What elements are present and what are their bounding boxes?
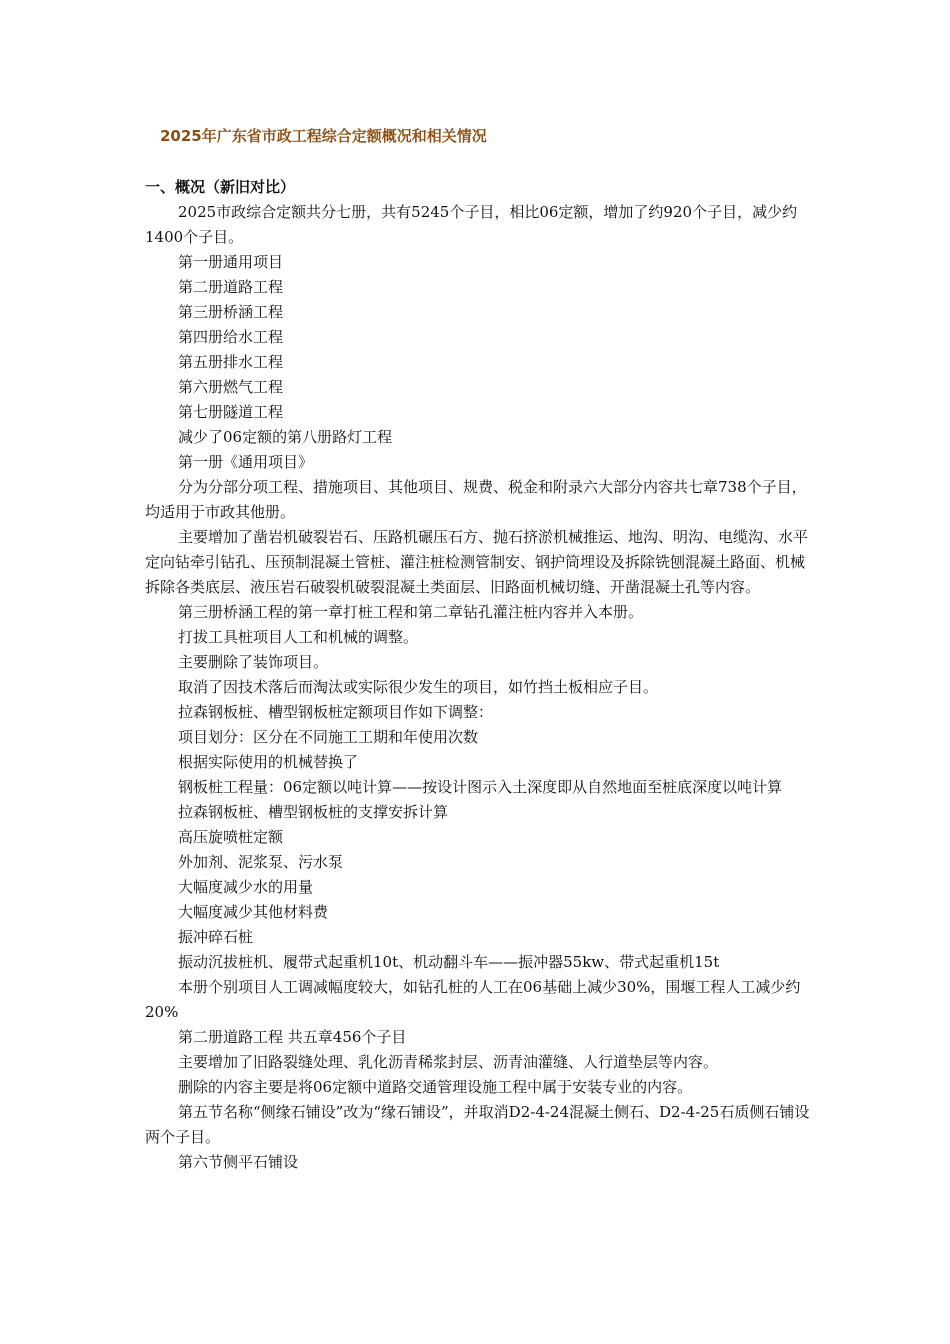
paragraph: 大幅度减少水的用量 [178, 878, 314, 896]
paragraph: 拉森钢板桩、槽型钢板桩定额项目作如下调整： [178, 703, 494, 721]
paragraph: 主要增加了凿岩机破裂岩石、压路机碾压石方、抛石挤淤机械推运、地沟、明沟、电缆沟、水平定向钻牵引钻孔、压预制混凝土管桩、灌注桩检测管制安、钢护筒埋设及拆除铣刨混凝土路面、机械拆除各类底层、液压岩石破裂机破裂混凝土类面层、旧路面机械切缝、开凿混凝土孔等内容。 [145, 528, 809, 596]
paragraph: 钢板桩工程量：06定额以吨计算——按设计图示入土深度即从自然地面至桩底深度以吨计算 [178, 778, 783, 796]
paragraph: 第一册通用项目 [178, 253, 284, 271]
paragraph: 打拔工具桩项目人工和机械的调整。 [178, 628, 419, 646]
paragraph: 振动沉拔桩机、履带式起重机10t、机动翻斗车——振冲器55kw、带式起重机15t [178, 953, 720, 971]
paragraph: 第三册桥涵工程的第一章打桩工程和第二章钻孔灌注桩内容并入本册。 [178, 603, 644, 621]
paragraph: 第六节侧平石铺设 [178, 1153, 299, 1171]
paragraph: 第七册隧道工程 [178, 403, 284, 421]
document-title: 2025年广东省市政工程综合定额概况和相关情况 [160, 127, 487, 145]
paragraph: 主要增加了旧路裂缝处理、乳化沥青稀浆封层、沥青油灌缝、人行道垫层等内容。 [178, 1053, 719, 1071]
paragraph: 第二册道路工程 共五章456个子目 [178, 1028, 407, 1046]
paragraph: 拉森钢板桩、槽型钢板桩的支撑安拆计算 [178, 803, 449, 821]
section-heading: 一、概况（新旧对比） [145, 178, 296, 196]
paragraph: 删除的内容主要是将06定额中道路交通管理设施工程中属于安装专业的内容。 [178, 1078, 693, 1096]
paragraph: 第六册燃气工程 [178, 378, 284, 396]
paragraph: 本册个别项目人工调减幅度较大，如钻孔桩的人工在06基础上减少30%，围堰工程人工减少约20% [145, 978, 801, 1021]
paragraph: 第三册桥涵工程 [178, 303, 284, 321]
paragraph: 项目划分：区分在不同施工工期和年使用次数 [178, 728, 479, 746]
paragraph: 减少了06定额的第八册路灯工程 [178, 428, 393, 446]
paragraph: 第二册道路工程 [178, 278, 284, 296]
paragraph: 第一册《通用项目》 [178, 453, 314, 471]
paragraph: 振冲碎石桩 [178, 928, 254, 946]
document-body [145, 200, 810, 1175]
paragraph: 第五节名称“侧缘石铺设”改为“缘石铺设”，并取消D2-4-24混凝土侧石、D2-4-25石质侧石铺设两个子目。 [145, 1103, 810, 1146]
paragraph: 第四册给水工程 [178, 328, 284, 346]
paragraph: 根据实际使用的机械替换了 [178, 753, 359, 771]
paragraph: 外加剂、泥浆泵、污水泵 [178, 853, 344, 871]
paragraph: 分为分部分项工程、措施项目、其他项目、规费、税金和附录六大部分内容共七章738个子目，均适用于市政其他册。 [145, 478, 807, 521]
paragraph: 主要删除了装饰项目。 [178, 653, 329, 671]
paragraph: 第五册排水工程 [178, 353, 284, 371]
paragraph: 取消了因技术落后而淘汰或实际很少发生的项目，如竹挡土板相应子目。 [178, 678, 659, 696]
paragraph: 2025市政综合定额共分七册，共有5245个子目，相比06定额，增加了约920个子目，减少约1400个子目。 [145, 203, 798, 246]
paragraph: 大幅度减少其他材料费 [178, 903, 329, 921]
paragraph: 高压旋喷桩定额 [178, 828, 284, 846]
